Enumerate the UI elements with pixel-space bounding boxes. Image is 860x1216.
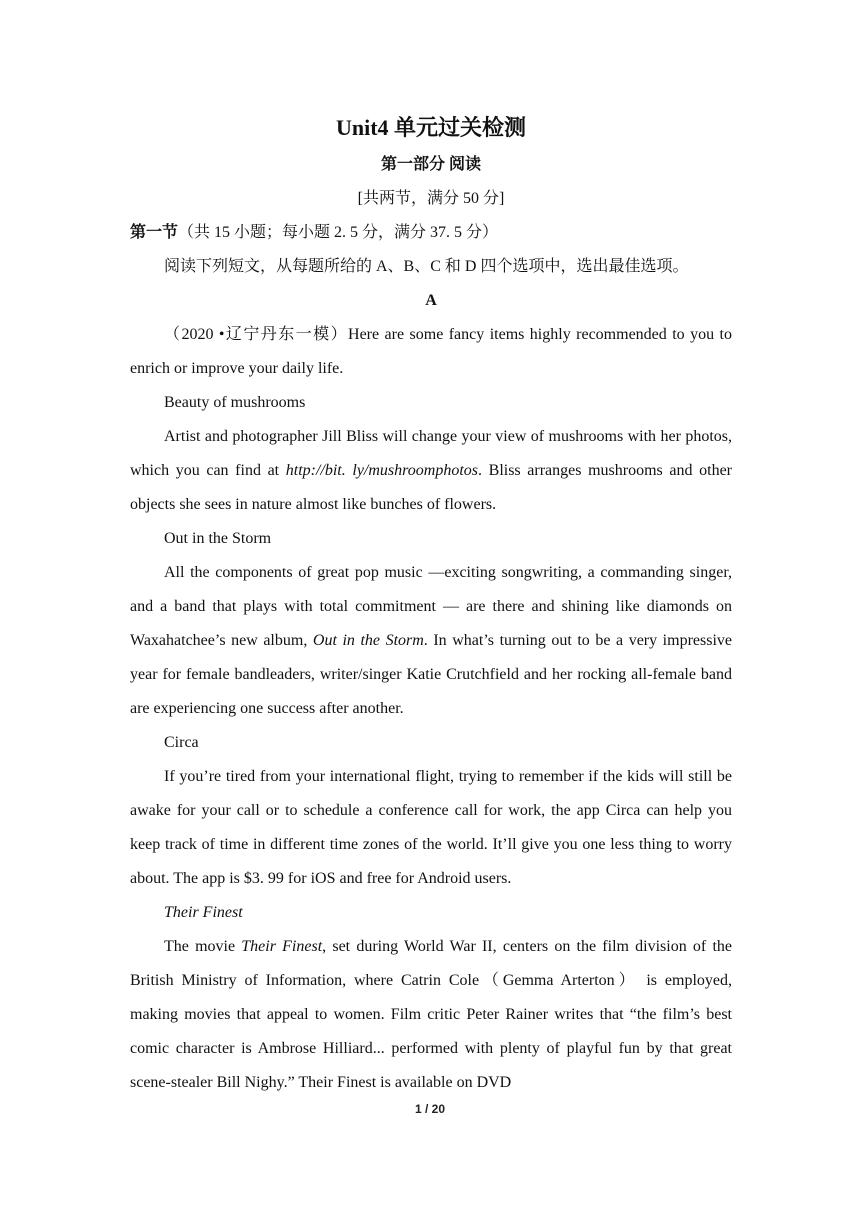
body-text: . Bliss arranges mushrooms and other objects she sees in nature almost like bunches of flowers. xyxy=(130,462,732,513)
section-label: 第一节 xyxy=(130,224,179,241)
page-content xyxy=(130,108,732,1100)
body-text: Artist and photographer Jill Bliss will change your view of mushrooms with her photos, which you can find at xyxy=(130,428,732,479)
section-heading xyxy=(130,216,732,250)
item-body-finest xyxy=(130,930,732,1100)
movie-title-heading: Their Finest xyxy=(164,904,243,921)
passage-intro: （2020 •辽宁丹东一模）Here are some fancy items highly recommended to you to enrich or improve your daily life. xyxy=(130,326,732,377)
item-body-mushrooms xyxy=(130,420,732,522)
item-heading-circa: Circa xyxy=(164,734,199,751)
part-score-note: [共两节，满分 50 分] xyxy=(357,190,505,207)
item-body-circa: If you’re tired from your international flight, trying to remember if the kids will still be awake for your call or to schedule a conference call for work, the app Circa can help you keep track of time in different time zones of the world. It’ll give you one less thing to worry about. The app is $3. 99 for iOS and free for Android users. xyxy=(130,768,732,887)
body-text: The movie xyxy=(164,938,242,955)
mushroom-photos-url: http://bit. ly/mushroomphotos xyxy=(285,462,479,479)
page-title: Unit4 单元过关检测 xyxy=(335,115,527,140)
item-heading-storm: Out in the Storm xyxy=(164,530,272,547)
body-text: . In what’s turning out to be a very impressive year for female bandleaders, writer/singer Katie Crutchfield and her rocking all-female band are experiencing one success after another. xyxy=(130,632,733,717)
section-rule: （共 15 小题；每小题 2. 5 分，满分 37. 5 分） xyxy=(178,224,499,241)
item-heading-finest xyxy=(130,896,732,930)
passage-letter: A xyxy=(425,292,437,309)
movie-title: Their Finest xyxy=(241,938,323,955)
part-heading: 第一部分 阅读 xyxy=(380,156,481,173)
item-body-storm xyxy=(130,556,732,726)
section-instruction: 阅读下列短文，从每题所给的 A、B、C 和 D 四个选项中，选出最佳选项。 xyxy=(164,258,689,275)
body-text: All the components of great pop music —exciting songwriting, a commanding singer, and a band that plays with total commitment — are there and shining like diamonds on Waxahatchee’s new album, xyxy=(130,564,732,649)
body-text: , set during World War II, centers on the film division of the British Ministry of Information, where Catrin Cole（Gemma Arterton） is employed, making movies that appeal to women. Film critic Peter Rainer writes that “the film’s best comic character is Ambrose Hilliard... performed with plenty of playful fun by that great scene-stealer Bill Nighy.” Their Finest is available on DVD xyxy=(130,938,733,1091)
item-heading-mushrooms: Beauty of mushrooms xyxy=(164,394,306,411)
page-number: 1 / 20 xyxy=(414,1102,446,1116)
album-title: Out in the Storm xyxy=(312,632,424,649)
